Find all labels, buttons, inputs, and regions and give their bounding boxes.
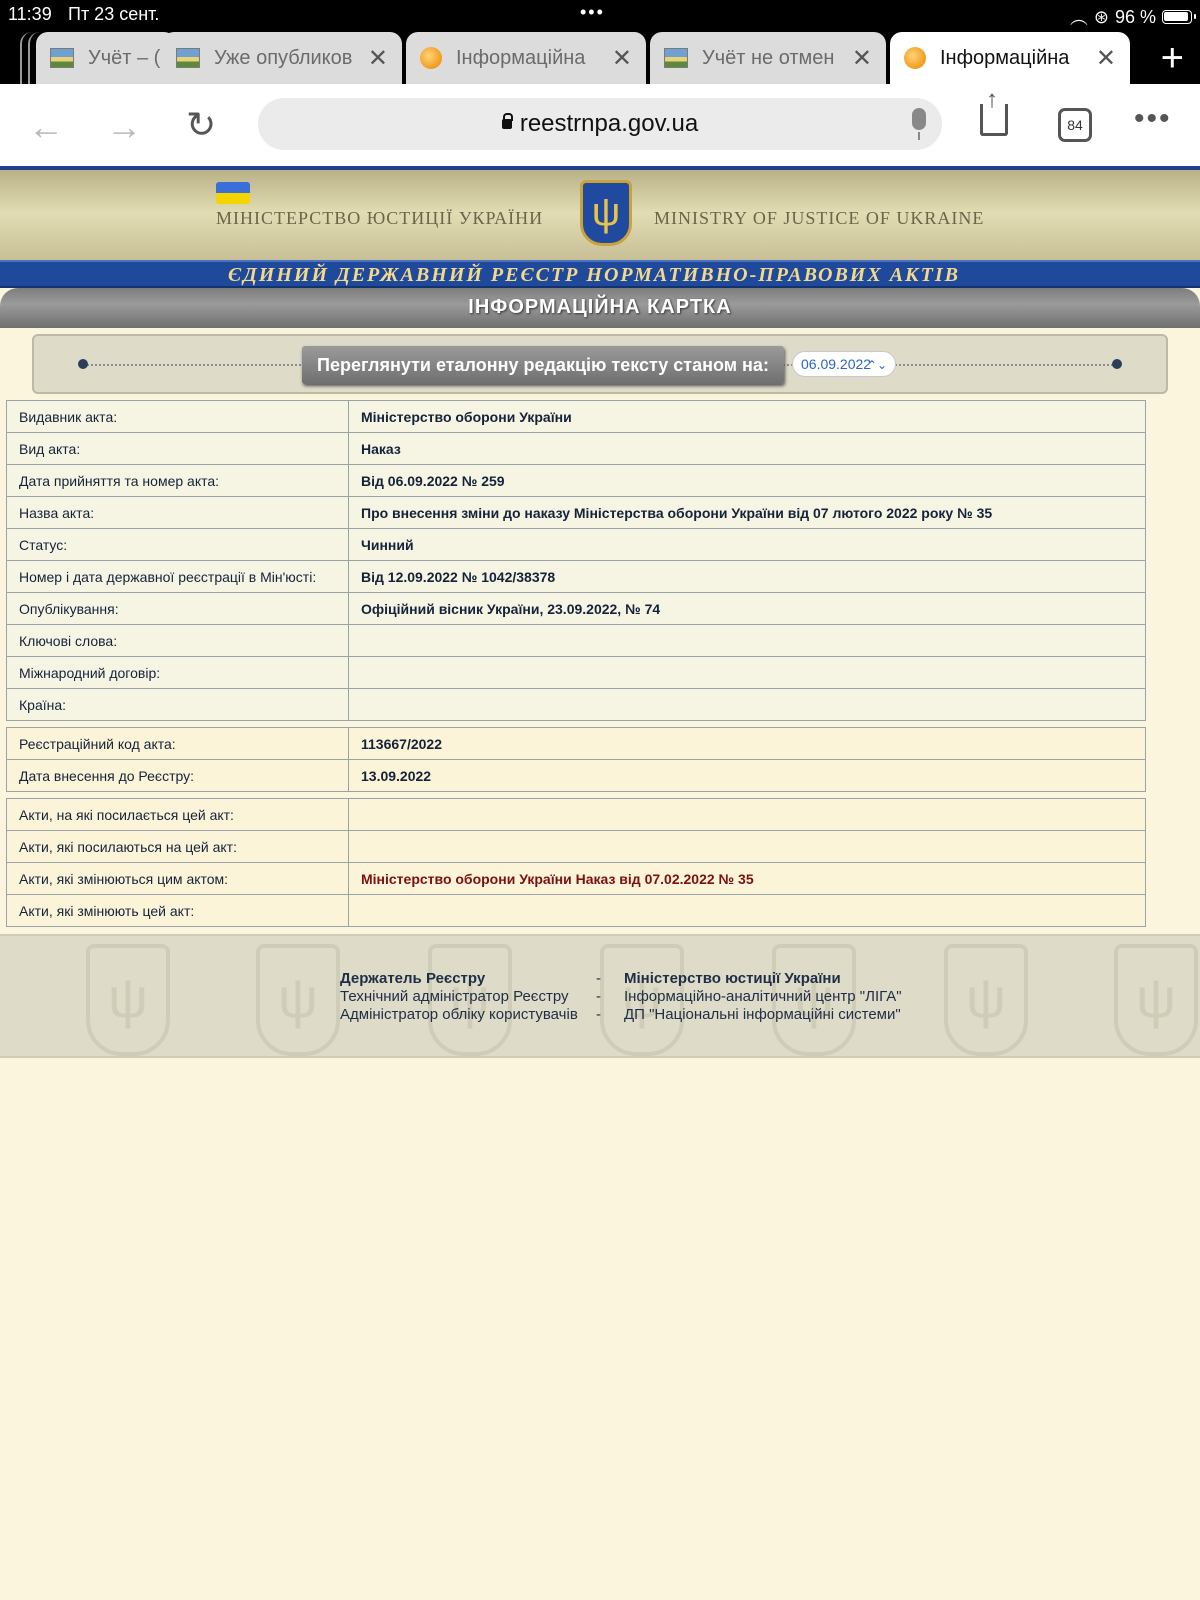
- footer-role: Адміністратор обліку користувачів: [340, 1006, 578, 1023]
- share-icon[interactable]: [980, 104, 1008, 136]
- registry-info-table: [6, 727, 1146, 792]
- row-value: [349, 689, 1146, 721]
- row-label: Ключові слова:: [7, 625, 349, 657]
- row-label: Акти, які змінюють цей акт:: [7, 895, 349, 927]
- footer-separator: -: [596, 970, 601, 987]
- status-date: Пт 23 сент.: [68, 4, 160, 24]
- orientation-lock-icon: ⊛: [1093, 6, 1109, 27]
- building-favicon-icon: [50, 48, 74, 68]
- table-row: [7, 433, 1146, 465]
- act-info-table: [6, 400, 1146, 721]
- registry-title: ЄДИНИЙ ДЕРЖАВНИЙ РЕЄСТР НОРМАТИВНО-ПРАВОВИХ АКТІВ: [228, 264, 960, 286]
- status-right: [1070, 4, 1192, 30]
- table-row: [7, 465, 1146, 497]
- multitasking-dots-icon[interactable]: •••: [580, 2, 605, 22]
- row-label: Дата прийняття та номер акта:: [7, 465, 349, 497]
- row-value: Міністерство оборони України: [349, 401, 1146, 433]
- footer-row: [340, 970, 902, 988]
- registry-favicon-icon: [904, 47, 926, 69]
- microphone-icon[interactable]: [912, 108, 926, 130]
- address-bar[interactable]: [258, 98, 942, 150]
- table-row: [7, 799, 1146, 831]
- row-value: Чинний: [349, 529, 1146, 561]
- table-row: [7, 689, 1146, 721]
- close-tab-icon[interactable]: ✕: [1095, 44, 1116, 72]
- building-favicon-icon: [664, 48, 688, 68]
- trident-watermark-icon: ψ: [256, 944, 340, 1056]
- tab-count-button[interactable]: 84: [1058, 108, 1092, 142]
- tab-title: Учёт – (: [88, 46, 161, 69]
- table-row: [7, 529, 1146, 561]
- footer-credits: [340, 970, 902, 1024]
- row-label: Міжнародний договір:: [7, 657, 349, 689]
- footer-separator: -: [596, 1006, 601, 1023]
- tab-title: Інформаційна: [940, 46, 1070, 69]
- close-tab-icon[interactable]: ✕: [367, 44, 388, 72]
- new-tab-icon[interactable]: +: [1160, 36, 1184, 80]
- row-label: Видавник акта:: [7, 401, 349, 433]
- lock-icon: [502, 119, 512, 129]
- back-arrow-icon[interactable]: ←: [28, 106, 64, 147]
- battery-percent: 96 %: [1114, 6, 1156, 27]
- tab-title: Уже опубликов: [214, 46, 353, 69]
- footer-role: Технічний адміністратор Реєстру: [340, 988, 569, 1005]
- row-label: Акти, які змінюються цим актом:: [7, 863, 349, 895]
- row-value: 13.09.2022: [349, 760, 1146, 792]
- row-value: Наказ: [349, 433, 1146, 465]
- row-label: Країна:: [7, 689, 349, 721]
- amended-act-link[interactable]: Міністерство оборони України Наказ від 07.02.2022 № 35: [349, 863, 1146, 895]
- address-text-wrap: [258, 110, 942, 138]
- row-label: Вид акта:: [7, 433, 349, 465]
- browser-tab[interactable]: [162, 32, 402, 84]
- row-value: [349, 799, 1146, 831]
- relations-table: [6, 798, 1146, 927]
- table-row: [7, 831, 1146, 863]
- row-value: 113667/2022: [349, 728, 1146, 760]
- table-row: [7, 593, 1146, 625]
- row-label: Акти, які посилаються на цей акт:: [7, 831, 349, 863]
- row-label: Номер і дата державної реєстрації в Мін'юсті:: [7, 561, 349, 593]
- table-row: [7, 625, 1146, 657]
- row-value: Про внесення зміни до наказу Міністерства оборони України від 07 лютого 2022 року № 35: [349, 497, 1146, 529]
- row-label: Дата внесення до Реєстру:: [7, 760, 349, 792]
- table-row: [7, 657, 1146, 689]
- table-row: [7, 561, 1146, 593]
- table-row: [7, 401, 1146, 433]
- card-title: ІНФОРМАЦІЙНА КАРТКА: [468, 296, 732, 318]
- table-row: [7, 497, 1146, 529]
- registry-title-bar: [0, 260, 1200, 288]
- close-tab-icon[interactable]: ✕: [851, 44, 872, 72]
- status-time: 11:39: [8, 4, 52, 24]
- row-value: [349, 625, 1146, 657]
- status-bar: [0, 0, 1200, 30]
- trident-watermark-icon: ψ: [428, 944, 512, 1056]
- divider-end-dot: [1112, 359, 1122, 369]
- footer-org: ДП "Національні інформаційні системи": [624, 1006, 901, 1023]
- card-title-bar: [0, 288, 1200, 328]
- footer-org: Інформаційно-аналітичний центр "ЛІГА": [624, 988, 902, 1005]
- row-label: Статус:: [7, 529, 349, 561]
- table-row: [7, 728, 1146, 760]
- divider-end-dot: [78, 359, 88, 369]
- footer-row: [340, 1006, 902, 1024]
- footer-row: [340, 988, 902, 1006]
- tab-title: Учёт не отмен: [702, 46, 835, 69]
- ukraine-flag-icon: [216, 182, 250, 204]
- footer-role: Держатель Реєстру: [340, 970, 486, 987]
- browser-tab[interactable]: [36, 32, 176, 84]
- row-value: [349, 895, 1146, 927]
- building-favicon-icon: [176, 48, 200, 68]
- row-label: Опублікування:: [7, 593, 349, 625]
- row-value: [349, 831, 1146, 863]
- trident-watermark-icon: ψ: [600, 944, 684, 1056]
- table-row: [7, 895, 1146, 927]
- browser-toolbar: [0, 84, 1200, 166]
- trident-watermark-icon: ψ: [86, 944, 170, 1056]
- browser-tab-active[interactable]: [890, 32, 1130, 84]
- wifi-icon: ︵: [1069, 8, 1088, 28]
- row-label: Реєстраційний код акта:: [7, 728, 349, 760]
- tab-strip: [0, 30, 1200, 84]
- battery-icon: [1162, 10, 1192, 24]
- tab-title: Інформаційна: [456, 46, 586, 69]
- footer-separator: -: [596, 988, 601, 1005]
- row-value: Від 06.09.2022 № 259: [349, 465, 1146, 497]
- row-value: Офіційний вісник України, 23.09.2022, № 74: [349, 593, 1146, 625]
- edition-date-value: 06.09.2022: [801, 356, 872, 372]
- select-arrows-icon: ⌃⌄: [866, 358, 887, 372]
- site-header: [0, 166, 1200, 260]
- browser-tab[interactable]: [406, 32, 646, 84]
- forward-arrow-icon[interactable]: →: [106, 106, 142, 147]
- address-url: reestrnpa.gov.ua: [519, 110, 699, 137]
- footer-org: Міністерство юстиції України: [624, 970, 841, 987]
- registry-favicon-icon: [420, 47, 442, 69]
- table-row: [7, 863, 1146, 895]
- row-value: [349, 657, 1146, 689]
- row-label: Акти, на які посилається цей акт:: [7, 799, 349, 831]
- coat-of-arms-icon: ψ: [580, 180, 632, 246]
- trident-watermark-icon: ψ: [772, 944, 856, 1056]
- browser-tab[interactable]: [650, 32, 886, 84]
- edition-selector: [32, 334, 1168, 394]
- trident-watermark-icon: ψ: [1114, 944, 1198, 1056]
- table-row: [7, 760, 1146, 792]
- ministry-name-ua: МІНІСТЕРСТВО ЮСТИЦІЇ УКРАЇНИ: [216, 208, 544, 228]
- edition-date-select[interactable]: [792, 351, 896, 377]
- trident-watermark-icon: ψ: [944, 944, 1028, 1056]
- close-tab-icon[interactable]: ✕: [611, 44, 632, 72]
- view-edition-button[interactable]: Переглянути еталонну редакцію тексту станом на:: [302, 346, 784, 384]
- site-footer: [0, 934, 1200, 1058]
- ministry-name-en: MINISTRY OF JUSTICE OF UKRAINE: [654, 208, 985, 228]
- reload-icon[interactable]: ↻: [186, 104, 217, 145]
- more-menu-icon[interactable]: •••: [1134, 102, 1172, 135]
- row-value: Від 12.09.2022 № 1042/38378: [349, 561, 1146, 593]
- row-label: Назва акта:: [7, 497, 349, 529]
